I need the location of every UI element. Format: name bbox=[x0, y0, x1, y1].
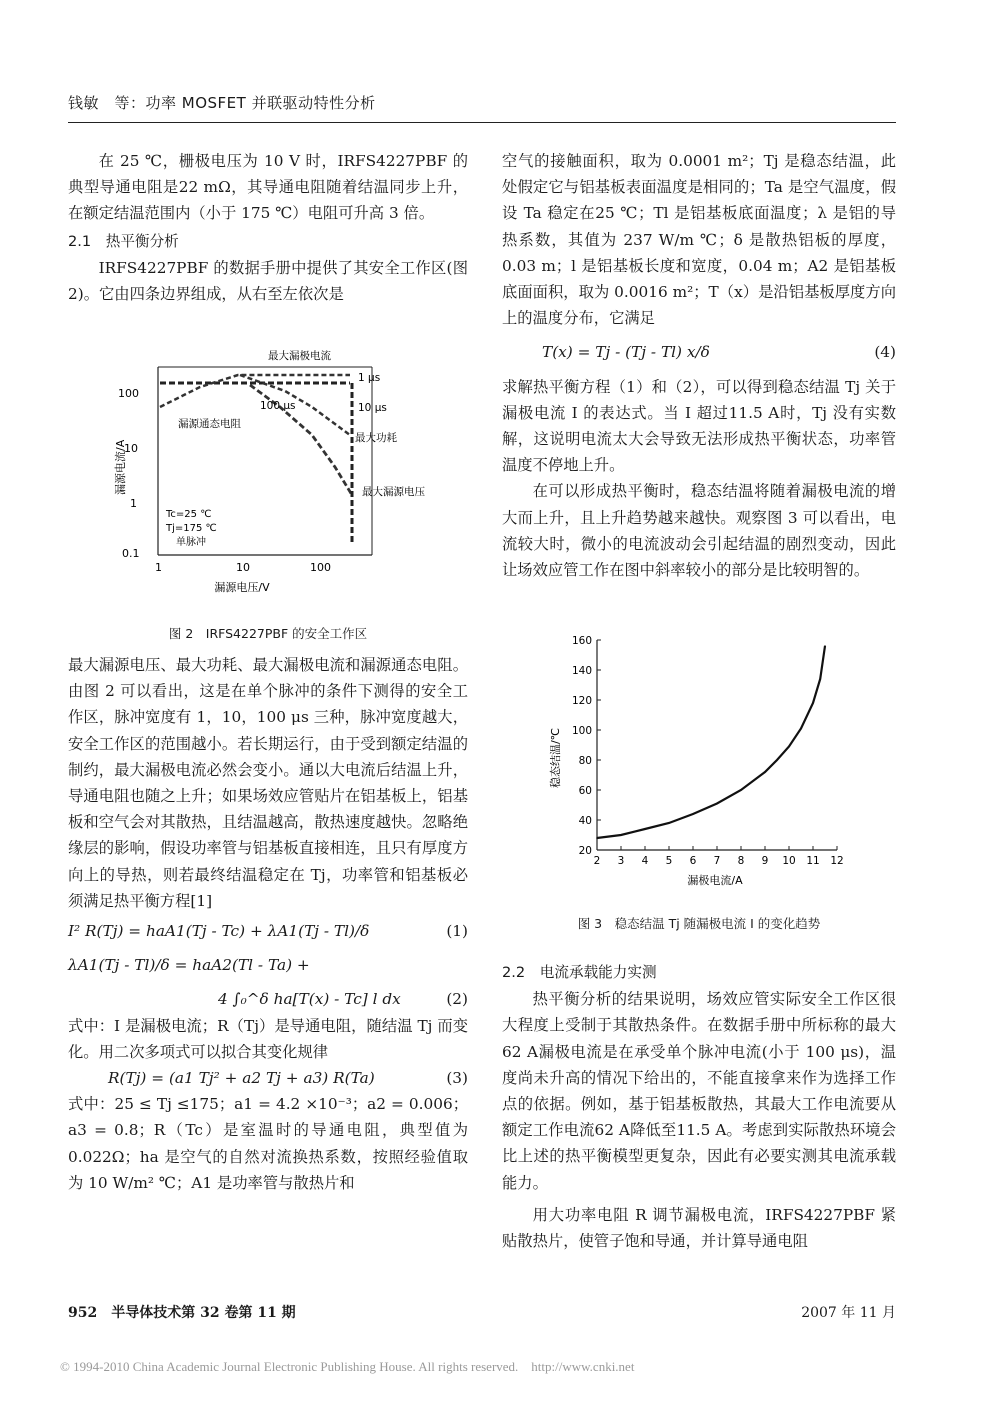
equation-2b-text: 4 ∫₀^δ ha[T(x) - Tc] l dx bbox=[218, 990, 401, 1009]
equation-2a: λA1(Tj - Tl)/δ = haA2(Tl - Ta) + bbox=[68, 956, 310, 975]
fig3-xtick-label: 11 bbox=[806, 855, 820, 867]
fig3-data-point bbox=[668, 822, 670, 824]
equation-4-number: (4) bbox=[874, 343, 896, 362]
fig3-data-point bbox=[740, 789, 742, 791]
left-paragraph-3: 最大漏源电压、最大功耗、最大漏极电流和漏源通态电阻。由图 2 可以看出，这是在单个脉冲的条件下测得的安全工作区，脉冲宽度有 1，10，100 μs 三种，脉冲宽度越大，安全工作区的范围越小。若长期运行，由于受到额定结温的制约，最大漏极电流必然会变小。通以大电流后结温上升，导通电阻也随之上升；如果场效应管贴片在铝基板上，铝基板和空气会对其散热，且结温越高，散热速度越快。忽略绝缘层的影响，假设功率管与铝基板直接相连，且只有厚度方向上的导热，则若最终结温稳定在 Tj，功率管和铝基板必须满足热平衡方程[1] bbox=[68, 656, 468, 910]
fig3-data-point bbox=[819, 678, 821, 680]
fig3-data-point bbox=[764, 771, 766, 773]
fig3-data-point bbox=[596, 837, 598, 839]
fig3-xtick-label: 2 bbox=[593, 855, 601, 867]
fig2-label-10us: 10 μs bbox=[358, 402, 387, 414]
fig3-ylabel: 稳态结温/℃ bbox=[549, 727, 562, 789]
fig3-data-point bbox=[812, 702, 814, 704]
running-header: 钱敏 等：功率 MOSFET 并联驱动特性分析 bbox=[68, 94, 376, 112]
fig3-xtick-label: 4 bbox=[641, 855, 649, 867]
equation-1-text: I² R(Tj) = haA1(Tj - Tc) + λA1(Tj - Tl)/δ bbox=[68, 922, 370, 941]
equation-1 bbox=[68, 918, 468, 944]
left-paragraph-2: IRFS4227PBF 的数据手册中提供了其安全工作区(图2)。它由四条边界组成，从右至左依次是 bbox=[68, 258, 468, 304]
fig2-ytick-100: 100 bbox=[118, 387, 139, 400]
fig2-1us-curve bbox=[160, 375, 350, 407]
left-paragraph-1: 在 25 ℃，栅极电压为 10 V 时，IRFS4227PBF 的典型导通电阻是22 mΩ，其导通电阻随着结温同步上升，在额定结温范围内（小于 175 ℃）电阻可升高 3 倍。 bbox=[68, 152, 468, 223]
fig2-xtick-1: 1 bbox=[155, 561, 162, 574]
equation-2 bbox=[68, 986, 468, 1012]
fig3-data-point bbox=[620, 834, 622, 836]
equation-3-text: R(Tj) = (a1 Tj² + a2 Tj + a3) R(Ta) bbox=[108, 1069, 375, 1088]
fig3-data-point bbox=[800, 728, 802, 730]
equation-1-number: (1) bbox=[446, 922, 468, 941]
fig2-label-max-power: 最大功耗 bbox=[355, 432, 397, 444]
fig3-axes bbox=[597, 640, 837, 850]
fig3-ytick-label: 140 bbox=[571, 665, 592, 677]
copyright-notice: © 1994-2010 China Academic Journal Electronic Publishing House. All rights reserved. http://www.cnki.net bbox=[60, 1359, 635, 1374]
fig3-ytick-label: 160 bbox=[571, 635, 592, 647]
right-paragraph-2: 求解热平衡方程（1）和（2），可以得到稳态结温 Tj 关于漏极电流 I 的表达式。当 I 超过11.5 A时，Tj 没有实数解，这说明电流太大会导致无法形成热平衡状态，功率管温度不停地上升。 bbox=[502, 377, 896, 475]
equation-4-text: T(x) = Tj - (Tj - Tl) x/δ bbox=[542, 343, 710, 362]
fig2-label-1us: 1 μs bbox=[358, 372, 381, 384]
fig2-xtick-100: 100 bbox=[310, 561, 331, 574]
fig3-xtick-label: 3 bbox=[617, 855, 625, 867]
footer-date: 2007 年 11 月 bbox=[801, 1305, 896, 1321]
fig2-xlabel: 漏源电压/V bbox=[214, 581, 270, 594]
section-heading-2-2: 2.2 电流承载能力实测 bbox=[502, 964, 657, 981]
fig3-xtick-label: 5 bbox=[665, 855, 673, 867]
fig2-safe-operating-area bbox=[100, 345, 460, 605]
fig3-xtick-label: 10 bbox=[782, 855, 796, 867]
fig3-ticks bbox=[572, 635, 844, 867]
fig3-ytick-label: 80 bbox=[578, 755, 592, 767]
equation-3-number: (3) bbox=[446, 1069, 468, 1088]
equation-4 bbox=[502, 339, 896, 365]
left-paragraph-4: 式中：I 是漏极电流；R（Tj）是导通电阻，随结温 Tj 而变化。用二次多项式可以拟合其变化规律 bbox=[68, 1016, 468, 1061]
fig3-data-point bbox=[716, 803, 718, 805]
fig2-label-max-vds: 最大漏源电压 bbox=[362, 486, 425, 498]
fig3-data-point bbox=[644, 828, 646, 830]
header-rule bbox=[68, 122, 896, 123]
left-column bbox=[68, 148, 468, 307]
left-paragraph-5: 式中：25 ≤ Tj ≤175；a1 = 4.2 ×10⁻³；a2 = 0.006；a3 = 0.8；R（Tc）是室温时的导通电阻，典型值为 0.022Ω；ha 是空气的自然对流换热系数，按照经验值取为 10 W/m² ℃；A1 是功率管与散热片和 bbox=[68, 1095, 468, 1192]
fig2-label-max-drain-current: 最大漏极电流 bbox=[268, 350, 331, 362]
fig3-xtick-label: 9 bbox=[761, 855, 769, 867]
fig3-ytick-label: 20 bbox=[578, 845, 592, 857]
fig3-xtick-label: 12 bbox=[830, 855, 844, 867]
fig3-xtick-label: 6 bbox=[689, 855, 697, 867]
right-column-lower bbox=[502, 960, 896, 1254]
fig3-data-point bbox=[776, 759, 778, 761]
fig3-xlabel: 漏极电流/A bbox=[687, 874, 743, 887]
right-paragraph-3: 在可以形成热平衡时，稳态结温将随着漏极电流的增大而上升，且上升趋势越来越快。观察图 3 可以看出，电流较大时，微小的电流波动会引起结温的剧烈变动，因此让场效应管工作在图中斜率较小的部分是比较明智的。 bbox=[502, 482, 896, 580]
fig3-data-point bbox=[788, 746, 790, 748]
fig2-label-100us: 100 μs bbox=[260, 400, 296, 412]
right-column bbox=[502, 148, 896, 583]
fig2-label-tj: Tj=175 ℃ bbox=[166, 523, 217, 534]
footer-journal: 952 半导体技术第 32 卷第 11 期 bbox=[68, 1305, 296, 1321]
fig2-label-tc: Tc=25 ℃ bbox=[166, 509, 212, 520]
fig3-ytick-label: 100 bbox=[571, 725, 592, 737]
fig2-ylabel: 漏源电流/A bbox=[114, 439, 127, 495]
section-heading-2-1: 2.1 热平衡分析 bbox=[68, 232, 179, 250]
fig3-data-point bbox=[824, 645, 826, 647]
fig2-xtick-10: 10 bbox=[236, 561, 250, 574]
fig3-data-point bbox=[692, 813, 694, 815]
fig3-ytick-label: 40 bbox=[578, 815, 592, 827]
fig3-caption: 图 3 稳态结温 Tj 随漏极电流 I 的变化趋势 bbox=[577, 916, 821, 931]
fig3-ytick-label: 60 bbox=[578, 785, 592, 797]
equation-2-number: (2) bbox=[446, 990, 468, 1009]
fig2-label-rdson: 漏源通态电阻 bbox=[178, 418, 241, 430]
fig2-ytick-10: 10 bbox=[124, 442, 138, 455]
left-column-lower bbox=[68, 652, 468, 1196]
fig3-series-line bbox=[597, 646, 825, 838]
equation-3 bbox=[68, 1065, 468, 1091]
fig2-caption: 图 2 IRFS4227PBF 的安全工作区 bbox=[168, 626, 368, 641]
fig3-xtick-label: 8 bbox=[737, 855, 745, 867]
right-paragraph-4: 热平衡分析的结果说明，场效应管实际安全工作区很大程度上受制于其散热条件。在数据手册中所标称的最大62 A漏极电流是在承受单个脉冲电流(小于 100 μs)，温度尚未升高的情况下给出的，不能直接拿来作为选择工作点的依据。例如，基于铝基板散热，其最大工作电流要从额定工作电流62 A降低至11.5 A。考虑到实际散热环境会比上述的热平衡模型更复杂，因此有必要实测其电流承载能力。 bbox=[502, 990, 896, 1192]
fig3-ytick-label: 120 bbox=[571, 695, 592, 707]
fig3-junction-temperature-chart bbox=[545, 628, 865, 888]
fig2-ytick-0-1: 0.1 bbox=[122, 547, 140, 560]
right-paragraph-1: 空气的接触面积，取为 0.0001 m²；Tj 是稳态结温，此处假定它与铝基板表面温度是相同的；Ta 是空气温度，假设 Ta 稳定在25 ℃；Tl 是铝基板底面温度；λ 是铝的导热系数，其值为 237 W/m ℃；δ 是散热铝板的厚度，0.03 m；l 是铝基板长度和宽度，0.04 m；A2 是铝基板底面面积，取为 0.0016 m²；T（x）是沿铝基板厚度方向上的温度分布，它满足 bbox=[502, 152, 896, 328]
fig2-ytick-1: 1 bbox=[130, 497, 137, 510]
fig2-label-pulse: 单脉冲 bbox=[176, 537, 206, 548]
right-paragraph-5: 用大功率电阻 R 调节漏极电流，IRFS4227PBF 紧贴散热片，使管子饱和导通，并计算导通电阻 bbox=[502, 1205, 896, 1251]
fig3-xtick-label: 7 bbox=[713, 855, 721, 867]
